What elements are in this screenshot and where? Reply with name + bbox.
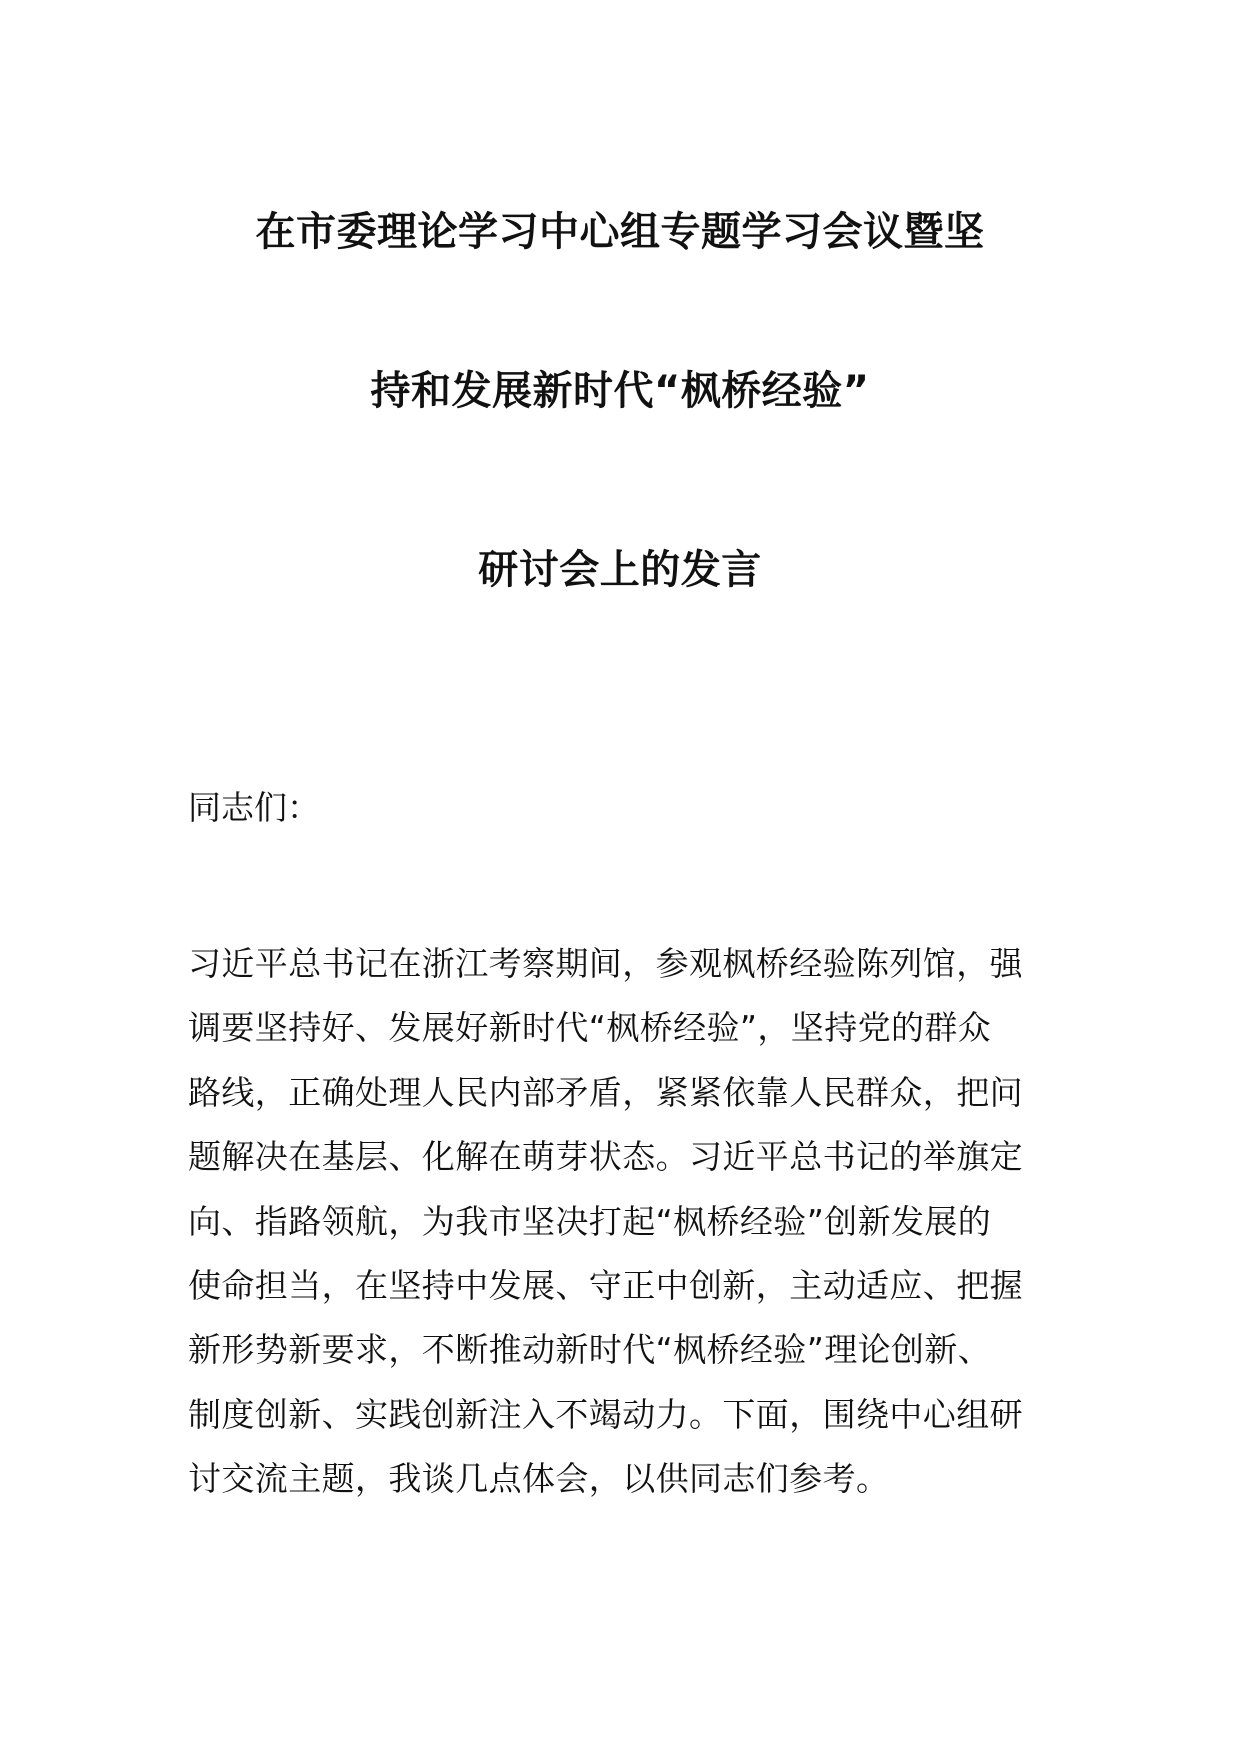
title-line-1: 在市委理论学习中心组专题学习会议暨坚 xyxy=(255,209,985,255)
paragraph-line: 新形势新要求，不断推动新时代“枫桥经验”理论创新、 xyxy=(188,1330,992,1370)
paragraph-line: 题解决在基层、化解在萌芽状态。习近平总书记的举旗定 xyxy=(188,1137,1023,1177)
title-line-2: 持和发展新时代“枫桥经验” xyxy=(370,368,870,414)
paragraph-line: 习近平总书记在浙江考察期间，参观枫桥经验陈列馆，强 xyxy=(188,944,1023,983)
greeting: 同志们： xyxy=(188,788,320,827)
body-paragraph xyxy=(188,932,1068,1512)
paragraph-line: 使命担当，在坚持中发展、守正中创新，主动适应、把握 xyxy=(188,1265,1023,1305)
paragraph-line: 调要坚持好、发展好新时代“枫桥经验”，坚持党的群众 xyxy=(188,1008,992,1048)
title-line-3: 研讨会上的发言 xyxy=(478,547,762,593)
paragraph-line: 讨交流主题，我谈几点体会，以供同志们参考。 xyxy=(188,1459,890,1499)
paragraph-line: 向、指路领航，为我市坚决打起“枫桥经验”创新发展的 xyxy=(188,1201,992,1241)
paragraph-line: 路线，正确处理人民内部矛盾，紧紧依靠人民群众，把问 xyxy=(188,1072,1023,1112)
paragraph-line: 制度创新、实践创新注入不竭动力。下面，围绕中心组研 xyxy=(188,1394,1023,1434)
